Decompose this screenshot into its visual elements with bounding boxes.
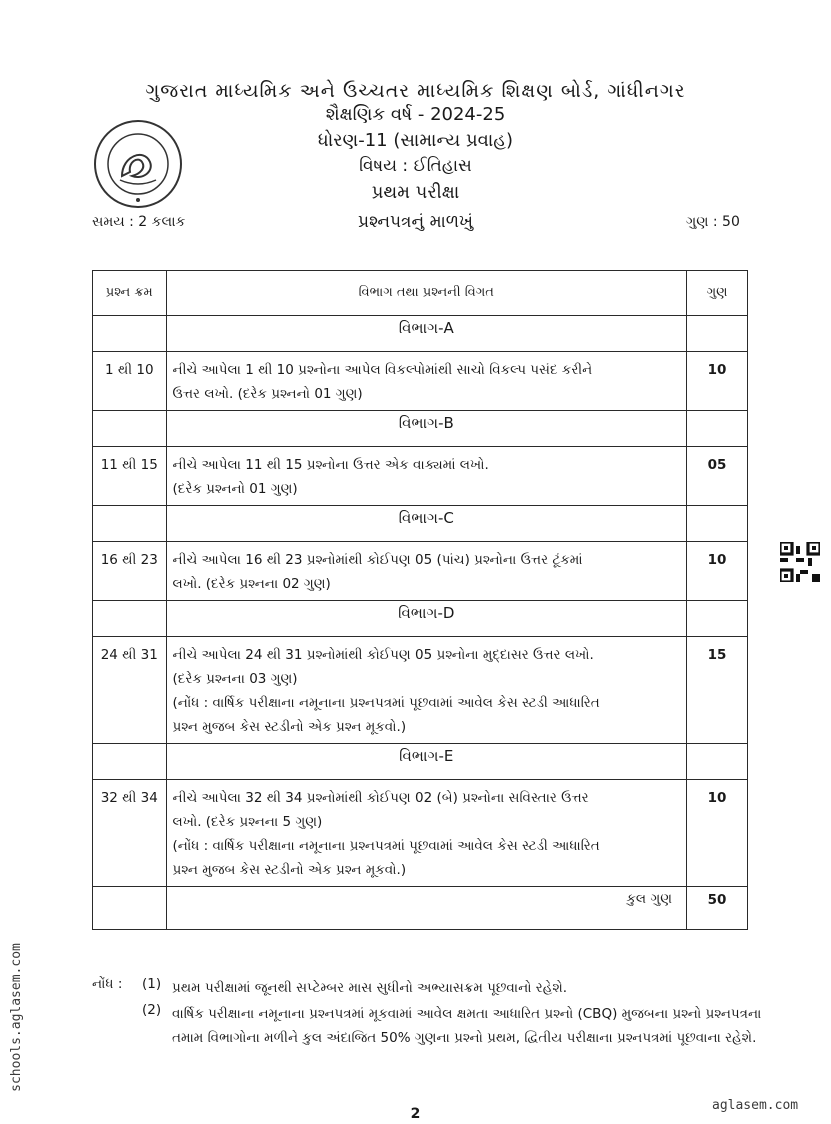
question-range: 16 થી 23: [93, 542, 167, 601]
section-title: વિભાગ-D: [166, 601, 686, 637]
section-marks: 10: [686, 780, 747, 887]
academic-year: શૈક્ષણિક વર્ષ - 2024-25: [325, 104, 506, 125]
detail-line: (દરેક પ્રશ્નના 03 ગુણ): [172, 671, 298, 687]
section-title-row: [93, 316, 748, 352]
table-header-row: [93, 271, 748, 316]
col-header-marks: ગુણ: [686, 271, 747, 316]
detail-line: નીચે આપેલા 11 થી 15 પ્રશ્નોના ઉત્તર એક વાક્યમાં લખો.: [172, 457, 489, 473]
subject-label: વિષય : ઈતિહાસ: [359, 156, 472, 176]
exam-duration: સમય : 2 કલાક: [92, 214, 186, 230]
section-details: [166, 637, 686, 744]
detail-line: પ્રશ્ન મુજબ કેસ સ્ટડીનો એક પ્રશ્ન મૂકવો.): [172, 719, 407, 735]
question-range: 11 થી 15: [93, 447, 167, 506]
qr-code-icon: [780, 542, 820, 582]
section-marks: 05: [686, 447, 747, 506]
section-title: વિભાગ-B: [166, 411, 686, 447]
blueprint-title: પ્રશ્નપત્રનું માળખું: [358, 212, 473, 232]
section-title: વિભાગ-A: [166, 316, 686, 352]
section-title-row: [93, 411, 748, 447]
section-marks: 10: [686, 542, 747, 601]
detail-line: નીચે આપેલા 32 થી 34 પ્રશ્નોમાંથી કોઈપણ 02 (બે) પ્રશ્નોના સવિસ્તાર ઉત્તર: [172, 790, 589, 806]
table-row: [93, 352, 748, 411]
exam-label: પ્રથમ પરીક્ષા: [371, 182, 460, 203]
section-details: [166, 542, 686, 601]
notes-label: નોંધ :: [92, 976, 123, 992]
total-marks-header: ગુણ : 50: [686, 214, 740, 230]
question-range: 24 થી 31: [93, 637, 167, 744]
detail-line: (દરેક પ્રશ્નનો 01 ગુણ): [172, 481, 298, 497]
table-row: [93, 542, 748, 601]
corner-watermark: aglasem.com: [712, 1098, 799, 1113]
page-number: 2: [410, 1106, 421, 1122]
col-header-details: વિભાગ તથા પ્રશ્નની વિગત: [166, 271, 686, 316]
note-text: વાર્ષિક પરીક્ષાના નમૂનાના પ્રશ્નપત્રમાં મૂકવામાં આવેલ ક્ષમતા આધારિત પ્રશ્નો (CBQ) મુજબના પ્રશ્નો પ્રશ્નપત્રના તમામ વિભાગોના મળીને કુલ અંદાજિત 50% ગુણના પ્રશ્નો પ્રથમ, દ્વિતીય પરીક્ષાના પ્રશ્નપત્રમાં પૂછવાના રહેશે.: [172, 1006, 762, 1046]
section-marks: 15: [686, 637, 747, 744]
section-title: વિભાગ-C: [166, 506, 686, 542]
section-marks: 10: [686, 352, 747, 411]
total-row: [93, 887, 748, 930]
blueprint-table: [92, 270, 748, 930]
board-name: ગુજરાત માધ્યમિક અને ઉચ્ચતર માધ્યમિક શિક્ષણ બોર્ડ, ગાંધીનગર: [145, 80, 686, 102]
question-range: 32 થી 34: [93, 780, 167, 887]
board-seal-logo: [92, 118, 184, 210]
section-details: [166, 352, 686, 411]
note-text: પ્રથમ પરીક્ષામાં જૂનથી સપ્ટેમ્બર માસ સુધીનો અભ્યાસક્રમ પૂછવાનો રહેશે.: [172, 980, 568, 996]
detail-line: (નોંધ : વાર્ષિક પરીક્ષાના નમૂનાના પ્રશ્નપત્રમાં પૂછવામાં આવેલ કેસ સ્ટડી આધારિત: [172, 695, 600, 711]
section-title-row: [93, 506, 748, 542]
section-details: [166, 780, 686, 887]
table-row: [93, 447, 748, 506]
table-row: [93, 637, 748, 744]
detail-line: નીચે આપેલા 16 થી 23 પ્રશ્નોમાંથી કોઈપણ 05 (પાંચ) પ્રશ્નોના ઉત્તર ટૂંકમાં: [172, 552, 583, 568]
table-row: [93, 780, 748, 887]
detail-line: નીચે આપેલા 1 થી 10 પ્રશ્નોના આપેલ વિકલ્પોમાંથી સાચો વિકલ્પ પસંદ કરીને: [172, 362, 593, 378]
total-label: કુલ ગુણ: [166, 887, 686, 930]
note-number: (1): [142, 976, 162, 992]
section-title-row: [93, 744, 748, 780]
detail-line: પ્રશ્ન મુજબ કેસ સ્ટડીનો એક પ્રશ્ન મૂકવો.): [172, 862, 407, 878]
detail-line: ઉત્તર લખો. (દરેક પ્રશ્નનો 01 ગુણ): [172, 386, 363, 402]
section-title-row: [93, 601, 748, 637]
col-header-question-no: પ્રશ્ન ક્રમ: [93, 271, 167, 316]
standard-label: ધોરણ-11 (સામાન્ય પ્રવાહ): [317, 130, 514, 151]
section-details: [166, 447, 686, 506]
section-title: વિભાગ-E: [166, 744, 686, 780]
detail-line: લખો. (દરેક પ્રશ્નના 02 ગુણ): [172, 576, 331, 592]
note-number: (2): [142, 1002, 162, 1018]
detail-line: નીચે આપેલા 24 થી 31 પ્રશ્નોમાંથી કોઈપણ 05 પ્રશ્નોના મુદ્દાસર ઉત્તર લખો.: [172, 647, 594, 663]
detail-line: (નોંધ : વાર્ષિક પરીક્ષાના નમૂનાના પ્રશ્નપત્રમાં પૂછવામાં આવેલ કેસ સ્ટડી આધારિત: [172, 838, 600, 854]
detail-line: લખો. (દરેક પ્રશ્નના 5 ગુણ): [172, 814, 323, 830]
side-watermark: schools.aglasem.com: [8, 943, 24, 1092]
total-marks: 50: [686, 887, 747, 930]
question-range: 1 થી 10: [93, 352, 167, 411]
